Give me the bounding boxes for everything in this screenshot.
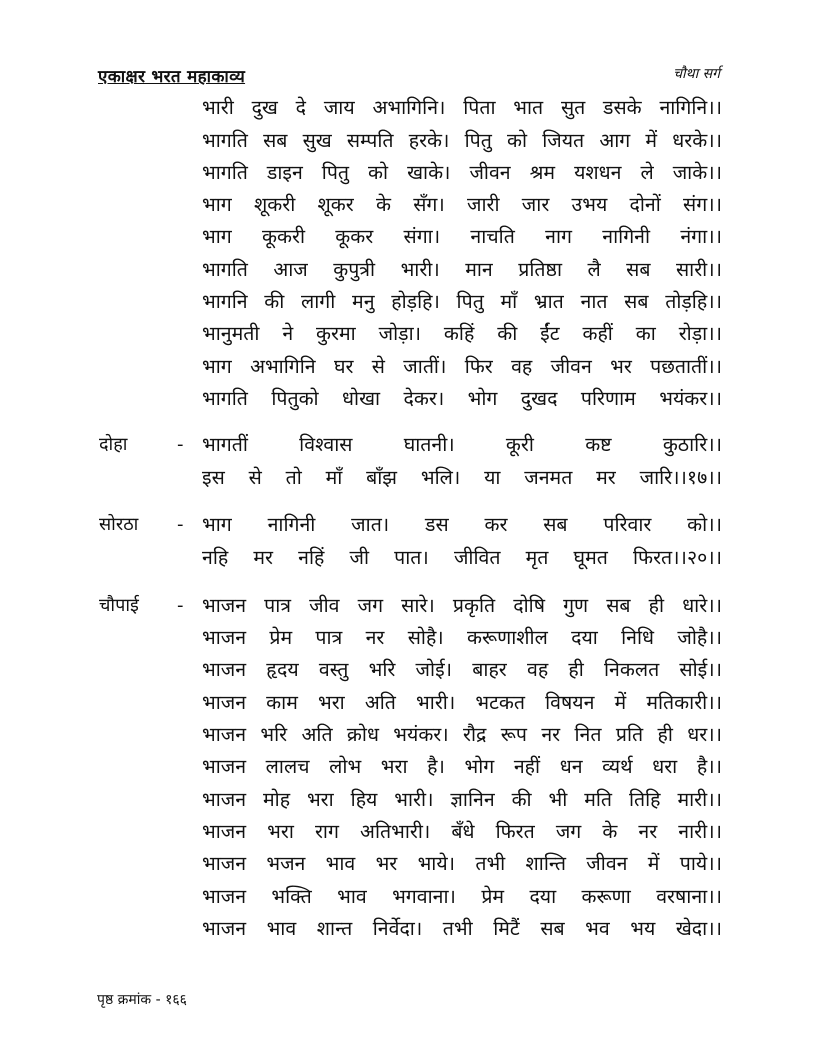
verse-line: भाग कूकरी कूकर संगा। नाचति नाग नागिनी नंगा।। <box>202 225 722 248</box>
chaupai-line: भाजन प्रेम पात्र नर सोहै। करूणाशील दया निधि जोहै।। <box>202 626 722 649</box>
verse-line: भागनि की लागी मनु होड़हि। पितु माँ भ्रात नात सब तोड़हि।। <box>202 290 722 313</box>
verse-line: भागति आज कुपुत्री भारी। मान प्रतिष्ठा लै सब सारी।। <box>202 258 722 281</box>
chaupai-line: भाजन लालच लोभ भरा है। भोग नहीं धन व्यर्थ धरा है।। <box>202 755 722 778</box>
verse-line: भारी दुख दे जाय अभागिनि। पिता भात सुत डसके नागिनि।। <box>202 96 722 119</box>
doha-line: इस से तो माँ बाँझ भलि। या जनमत मर जारि।।१७।। <box>202 466 722 489</box>
chaupai-line: भाजन भरि अति क्रोध भयंकर। रौद्र रूप नर नित प्रति ही धर।। <box>202 723 722 746</box>
soratha-line: नहि मर नहिं जी पात। जीवित मृत घूमत फिरत।।२०।। <box>202 546 722 569</box>
chaupai-line: भाजन भरा राग अतिभारी। बँधे फिरत जग के नर नारी।। <box>202 820 722 843</box>
chaupai-dash: - <box>177 595 184 616</box>
chaupai-line: भाजन मोह भरा हिय भारी। ज्ञानिन की भी मति तिहि मारी।। <box>202 788 722 811</box>
doha-label: दोहा <box>99 434 128 455</box>
soratha-line: भाग नागिनी जात। डस कर सब परिवार को।। <box>202 513 722 536</box>
page-number-footer: पृष्ठ क्रमांक - १६६ <box>97 992 187 1008</box>
verse-line: भागति पितुको धोखा देकर। भोग दुखद परिणाम भयंकर।। <box>202 387 722 410</box>
doha-line: भागतीं विश्वास घातनी। कूरी कष्ट कुठारि।। <box>202 433 722 456</box>
book-title-header: एकाक्षर भरत महाकाव्य <box>98 67 246 87</box>
verse-line: भागति डाइन पितु को खाके। जीवन श्रम यशधन ले जाके।। <box>202 161 722 184</box>
chaupai-line: भाजन भक्ति भाव भगवाना। प्रेम दया करूणा वरषाना।। <box>202 885 722 908</box>
chaupai-line: भाजन भाव शान्त निर्वेदा। तभी मिटैं सब भव भय खेदा।। <box>202 917 722 940</box>
chaupai-line: भाजन काम भरा अति भारी। भटकत विषयन में मतिकारी।। <box>202 691 722 714</box>
soratha-dash: - <box>177 514 184 535</box>
verse-line: भाग शूकरी शूकर के सँग। जारी जार उभय दोनों संग।। <box>202 193 722 216</box>
verse-line: भाग अभागिनि घर से जातीं। फिर वह जीवन भर पछतातीं।। <box>202 355 722 378</box>
chaupai-label: चौपाई <box>99 595 139 616</box>
verse-line: भानुमती ने कुरमा जोड़ा। कहिं की ईंट कहीं का रोड़ा।। <box>202 322 722 345</box>
verse-line: भागति सब सुख सम्पति हरके। पितु को जियत आग में धरके।। <box>202 129 722 152</box>
chaupai-line: भाजन पात्र जीव जग सारे। प्रकृति दोषि गुण सब ही धारे।। <box>202 594 722 617</box>
chaupai-line: भाजन हृदय वस्तु भरि जोई। बाहर वह ही निकलत सोई।। <box>202 658 722 681</box>
doha-dash: - <box>177 434 184 455</box>
chaupai-line: भाजन भजन भाव भर भाये। तभी शान्ति जीवन में पाये।। <box>202 852 722 875</box>
soratha-label: सोरठा <box>99 514 139 535</box>
chapter-header: चौथा सर्ग <box>673 66 720 82</box>
